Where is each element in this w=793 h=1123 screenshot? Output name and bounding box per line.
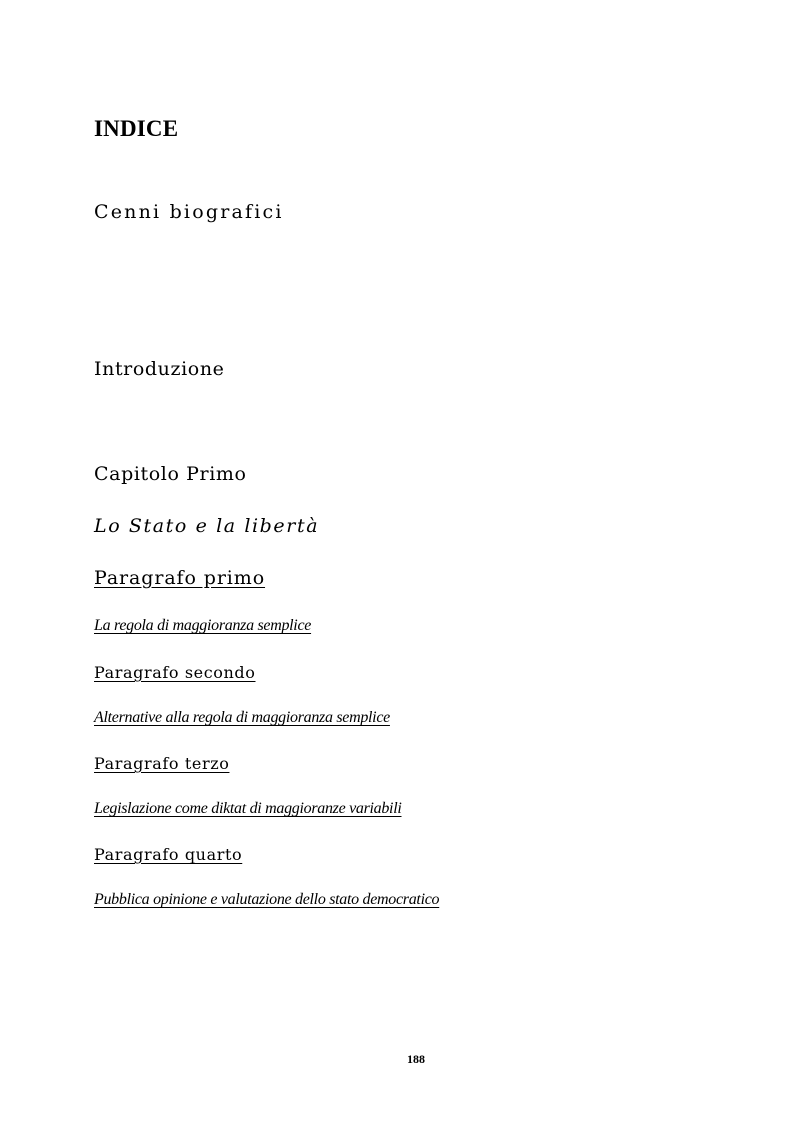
entry-cenni-biografici[interactable]: Cenni biografici <box>94 201 284 223</box>
chapter-title[interactable]: Lo Stato e la libertà <box>94 515 320 537</box>
entry-capitolo-primo[interactable]: Capitolo Primo <box>94 463 247 485</box>
entry-paragrafo-primo[interactable]: Paragrafo primo <box>94 567 266 589</box>
entry-paragrafo-terzo[interactable]: Paragrafo terzo <box>94 754 230 773</box>
page-number: 188 <box>407 1052 425 1066</box>
entry-paragrafo-terzo-title[interactable]: Legislazione come diktat di maggioranze variabili <box>94 800 402 817</box>
entry-introduzione[interactable]: Introduzione <box>94 358 225 380</box>
entry-paragrafo-secondo-title[interactable]: Alternative alla regola di maggioranza semplice <box>94 709 390 726</box>
entry-paragrafo-primo-title[interactable]: La regola di maggioranza semplice <box>94 617 312 634</box>
entry-paragrafo-quarto-title[interactable]: Pubblica opinione e valutazione dello stato democratico <box>94 891 440 908</box>
entry-paragrafo-quarto[interactable]: Paragrafo quarto <box>94 845 243 864</box>
index-title: INDICE <box>94 116 179 141</box>
entry-paragrafo-secondo[interactable]: Paragrafo secondo <box>94 663 256 682</box>
